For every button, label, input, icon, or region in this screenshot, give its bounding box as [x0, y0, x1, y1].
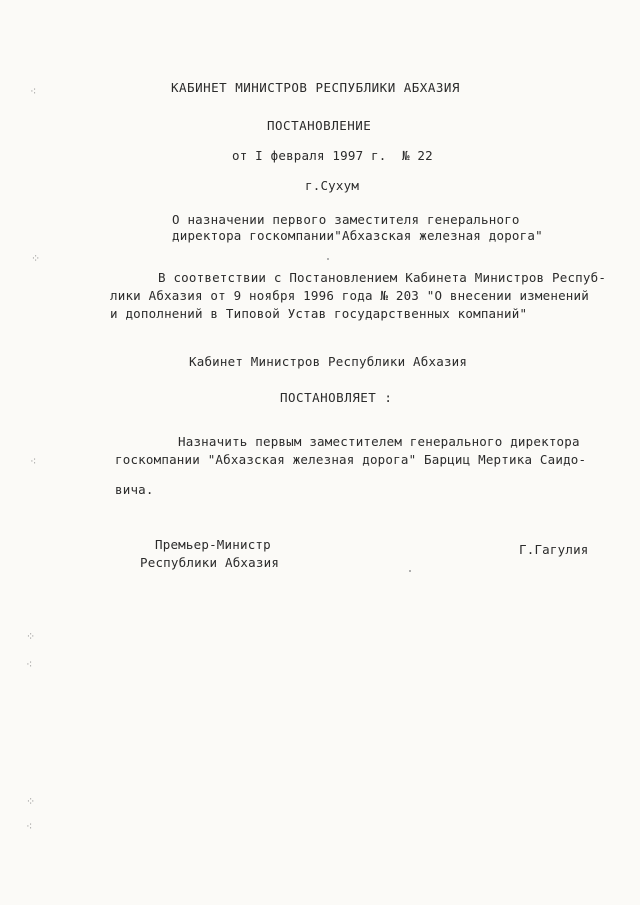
doc-type-heading: ПОСТАНОВЛЕНИЕ: [267, 118, 372, 133]
margin-speck: ⁖: [30, 85, 37, 98]
margin-speck: ⁖: [26, 820, 33, 833]
org-heading: КАБИНЕТ МИНИСТРОВ РЕСПУБЛИКИ АБХАЗИЯ: [171, 80, 460, 95]
margin-speck: ⁘: [26, 630, 36, 643]
preamble-line-1: В соответствии с Постановлением Кабинета Министров Респуб-: [158, 270, 607, 285]
margin-speck: ⁖: [30, 455, 37, 468]
preamble-line-2: лики Абхазия от 9 ноября 1996 года № 203 "О внесении изменений: [110, 288, 589, 303]
order-line-3: вича.: [115, 482, 154, 497]
signature-title-1: Премьер-Министр: [155, 537, 271, 552]
order-line-1: Назначить первым заместителем генерального директора: [178, 434, 580, 449]
order-line-2: госкомпании "Абхазская железная дорога" Барциц Мертика Саидо-: [115, 452, 587, 467]
margin-speck: ⁖: [26, 658, 33, 671]
issuer: Кабинет Министров Республики Абхазия: [189, 354, 468, 369]
margin-speck: ⁘: [31, 252, 41, 265]
scan-dot: [409, 570, 411, 572]
scan-dot: [327, 258, 329, 260]
subject-line-2: директора госкомпании"Абхазская железная дорога": [172, 228, 543, 243]
preamble-line-3: и дополнений в Типовой Устав государственных компаний": [110, 306, 528, 321]
margin-speck: ⁘: [26, 795, 36, 808]
signature-title-2: Республики Абхазия: [140, 555, 280, 570]
city: г.Сухум: [305, 178, 360, 193]
decrees-heading: ПОСТАНОВЛЯЕТ :: [280, 390, 393, 405]
signature-name: Г.Гагулия: [519, 542, 589, 557]
subject-line-1: О назначении первого заместителя генерального: [172, 212, 520, 227]
date-number: от I февраля 1997 г. № 22: [232, 148, 433, 163]
